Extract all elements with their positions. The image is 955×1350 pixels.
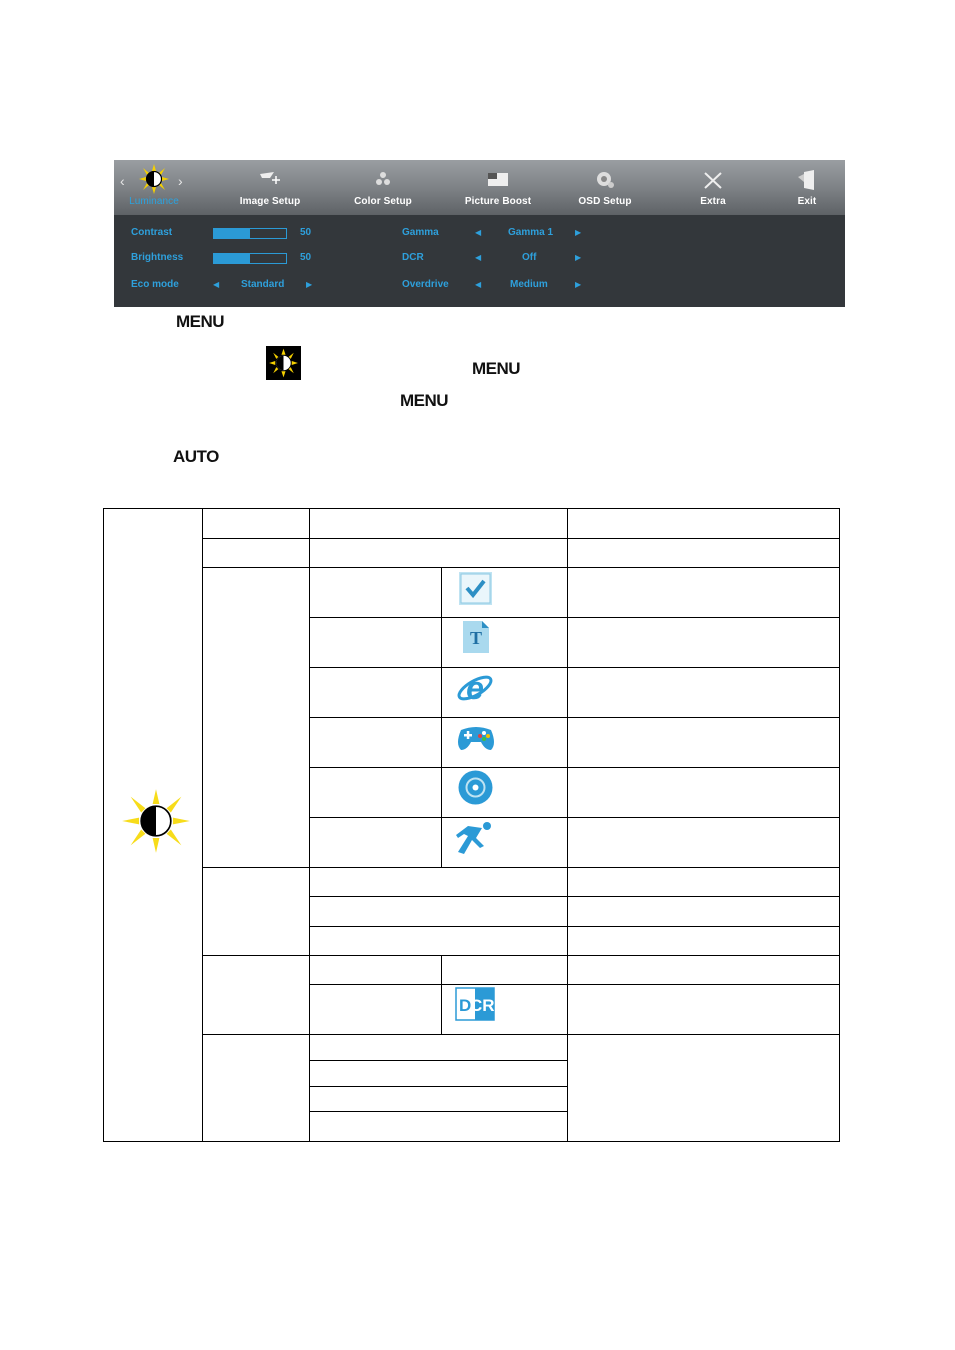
tab-luminance[interactable] <box>99 160 209 215</box>
svg-text:e: e <box>466 670 484 706</box>
osd-tab-bar <box>114 160 845 215</box>
overdrive-value: Medium <box>510 279 548 290</box>
sports-mode-icon <box>454 820 496 856</box>
luminance-icon <box>266 346 301 380</box>
dcr-icon <box>455 987 495 1021</box>
menu-key-label-3: MENU <box>400 391 449 410</box>
tab-osd-setup[interactable] <box>550 160 660 215</box>
tab-image-setup-label: Image Setup <box>239 196 301 207</box>
contrast-label: Contrast <box>131 227 173 238</box>
contrast-value: 50 <box>300 227 312 238</box>
movie-mode-icon <box>457 769 494 806</box>
picture-boost-icon <box>486 170 510 188</box>
extra-icon <box>702 170 724 190</box>
luminance-icon <box>120 785 192 857</box>
tab-color-setup-label: Color Setup <box>354 196 412 207</box>
gamma-left-arrow-icon[interactable]: ◀ <box>475 228 482 237</box>
image-setup-icon <box>258 170 282 188</box>
gamma-value: Gamma 1 <box>508 227 554 238</box>
tab-picture-boost[interactable] <box>443 160 553 215</box>
menu-key-label-1: MENU <box>176 312 225 331</box>
tab-image-setup[interactable] <box>215 160 325 215</box>
gamma-label: Gamma <box>402 227 439 238</box>
svg-text:CR: CR <box>470 996 495 1015</box>
svg-text:T: T <box>469 628 483 648</box>
color-setup-icon <box>373 170 393 188</box>
text-mode-icon <box>462 620 490 654</box>
game-mode-icon <box>455 722 497 752</box>
brightness-value: 50 <box>300 252 312 263</box>
svg-text:D: D <box>459 996 472 1015</box>
luminance-small-icon <box>266 346 301 380</box>
tab-color-setup[interactable] <box>328 160 438 215</box>
internet-mode-icon <box>455 668 495 708</box>
tab-exit-label: Exit <box>797 196 817 207</box>
nav-left-icon[interactable]: ‹ <box>120 173 125 189</box>
dcr-left-arrow-icon[interactable]: ◀ <box>475 253 482 262</box>
osd-menu <box>114 160 845 307</box>
exit-icon <box>796 170 818 192</box>
nav-right-icon[interactable]: › <box>178 173 183 189</box>
brightness-slider[interactable] <box>213 253 287 264</box>
eco-mode-value: Standard <box>241 279 285 290</box>
menu-key-label-2: MENU <box>472 359 521 378</box>
dcr-value: Off <box>522 252 537 263</box>
eco-right-arrow-icon[interactable]: ▶ <box>306 280 313 289</box>
dcr-right-arrow-icon[interactable]: ▶ <box>575 253 582 262</box>
brightness-label: Brightness <box>131 252 184 263</box>
tab-extra-label: Extra <box>700 196 726 207</box>
standard-mode-icon <box>457 570 494 607</box>
dcr-label: DCR <box>402 252 424 263</box>
tab-exit[interactable] <box>752 160 862 215</box>
overdrive-right-arrow-icon[interactable]: ▶ <box>575 280 582 289</box>
eco-mode-label: Eco mode <box>131 279 179 290</box>
overdrive-left-arrow-icon[interactable]: ◀ <box>475 280 482 289</box>
luminance-icon <box>137 164 171 194</box>
eco-left-arrow-icon[interactable]: ◀ <box>213 280 220 289</box>
auto-key-label: AUTO <box>173 447 219 466</box>
gamma-right-arrow-icon[interactable]: ▶ <box>575 228 582 237</box>
tab-osd-setup-label: OSD Setup <box>578 196 632 207</box>
contrast-slider[interactable] <box>213 228 287 239</box>
tab-luminance-label: Luminance <box>129 196 179 207</box>
tab-picture-boost-label: Picture Boost <box>464 196 532 207</box>
overdrive-label: Overdrive <box>402 279 449 290</box>
osd-setup-icon <box>593 170 617 190</box>
